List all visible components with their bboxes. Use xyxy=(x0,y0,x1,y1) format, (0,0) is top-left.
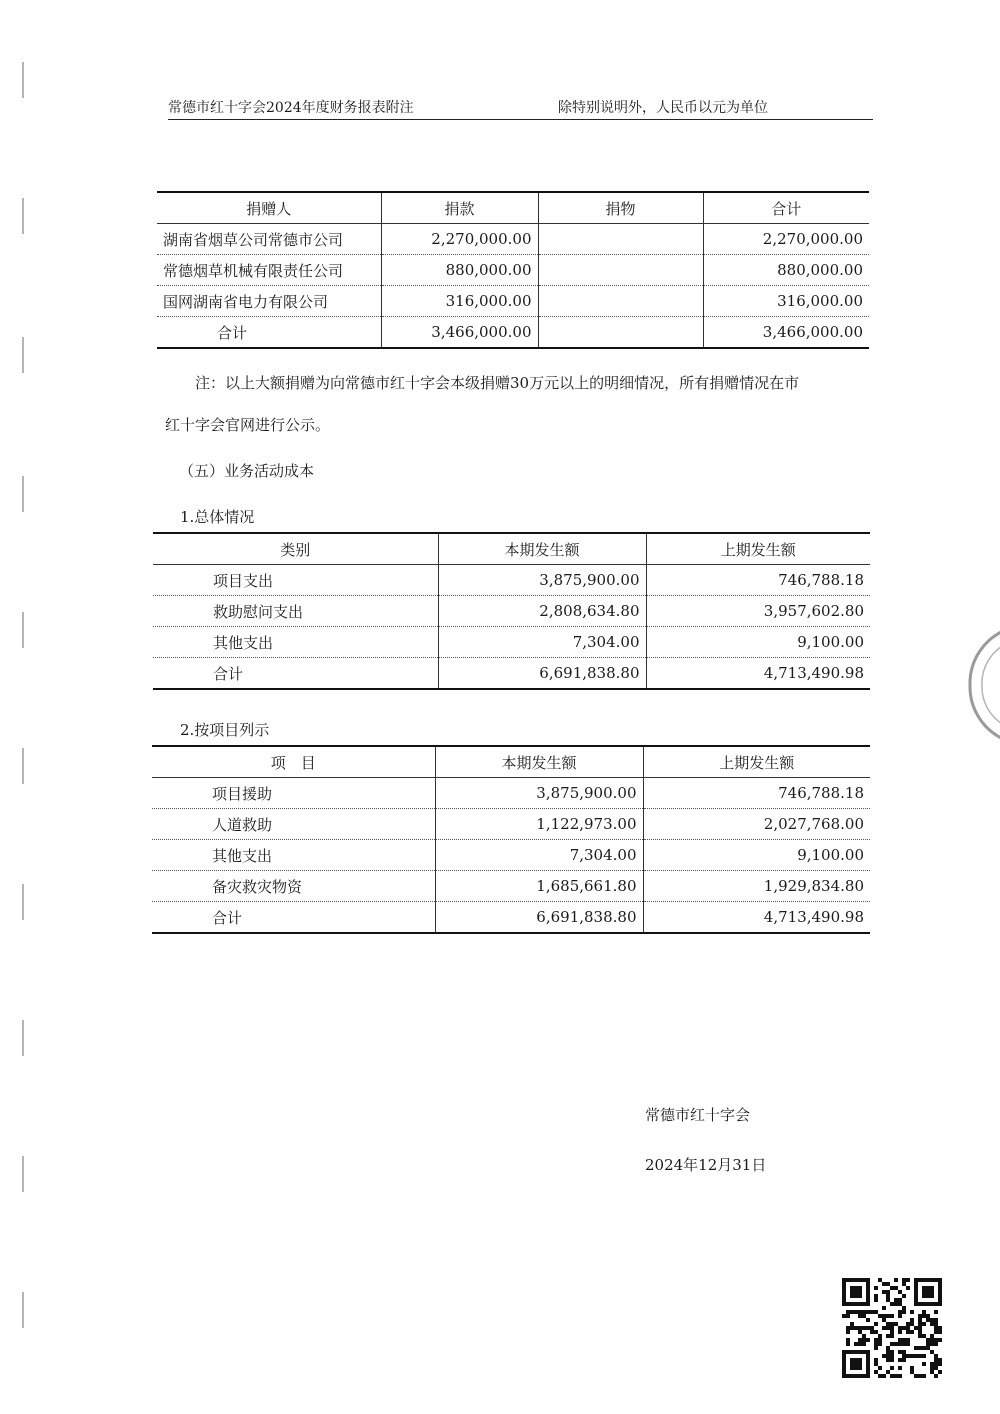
binding-mark xyxy=(22,62,34,98)
goods-cell xyxy=(538,255,703,286)
current-cell: 7,304.00 xyxy=(438,627,646,658)
column-header: 捐物 xyxy=(538,192,703,224)
project-cell: 备灾救灾物资 xyxy=(152,871,435,902)
table-row xyxy=(157,286,869,317)
table-row xyxy=(152,840,870,871)
table-row xyxy=(152,871,870,902)
note-line-2: 红十字会官网进行公示。 xyxy=(165,416,331,434)
prior-cell: 746,788.18 xyxy=(646,565,870,596)
current-cell: 1,685,661.80 xyxy=(435,871,643,902)
project-cell: 合计 xyxy=(152,902,435,934)
donor-cell: 国网湖南省电力有限公司 xyxy=(157,286,381,317)
qr-code-icon xyxy=(842,1278,942,1378)
header-title: 常德市红十字会2024年度财务报表附注 xyxy=(168,100,414,116)
total-cell: 2,270,000.00 xyxy=(703,224,869,255)
current-cell: 1,122,973.00 xyxy=(435,809,643,840)
binding-mark xyxy=(22,198,34,234)
binding-mark xyxy=(22,1020,34,1056)
category-cell: 合计 xyxy=(153,658,438,690)
category-cell: 救助慰问支出 xyxy=(153,596,438,627)
note-line-1: 注：以上大额捐赠为向常德市红十字会本级捐赠30万元以上的明细情况，所有捐赠情况在市 xyxy=(195,374,800,392)
prior-cell: 746,788.18 xyxy=(643,778,870,809)
column-header: 上期发生额 xyxy=(643,746,870,778)
prior-cell: 4,713,490.98 xyxy=(646,658,870,690)
goods-cell xyxy=(538,317,703,349)
table-header-row xyxy=(157,192,869,224)
binding-mark xyxy=(22,884,34,920)
category-cell: 其他支出 xyxy=(153,627,438,658)
total-cell: 316,000.00 xyxy=(703,286,869,317)
table-row xyxy=(153,596,870,627)
project-cell: 人道救助 xyxy=(152,809,435,840)
column-header: 本期发生额 xyxy=(438,533,646,565)
binding-mark xyxy=(22,337,34,373)
current-cell: 3,875,900.00 xyxy=(438,565,646,596)
prior-cell: 2,027,768.00 xyxy=(643,809,870,840)
table-total-row xyxy=(153,658,870,690)
by-project-title: 2.按项目列示 xyxy=(180,721,270,739)
column-header: 上期发生额 xyxy=(646,533,870,565)
table-header-row xyxy=(153,533,870,565)
prior-cell: 3,957,602.80 xyxy=(646,596,870,627)
table-row xyxy=(157,255,869,286)
column-header: 合计 xyxy=(703,192,869,224)
prior-cell: 1,929,834.80 xyxy=(643,871,870,902)
table-total-row xyxy=(152,902,870,934)
overall-table xyxy=(153,532,870,690)
section-title: （五）业务活动成本 xyxy=(179,462,315,480)
column-header: 项 目 xyxy=(152,746,435,778)
signature-org: 常德市红十字会 xyxy=(645,1106,751,1124)
signature-date: 2024年12月31日 xyxy=(645,1156,767,1174)
table-row xyxy=(157,224,869,255)
binding-mark xyxy=(22,1156,34,1192)
header-unit-note: 除特别说明外，人民币以元为单位 xyxy=(558,100,768,116)
current-cell: 2,808,634.80 xyxy=(438,596,646,627)
seal-stamp-fragment xyxy=(968,625,1000,745)
binding-mark xyxy=(22,612,34,648)
current-cell: 7,304.00 xyxy=(435,840,643,871)
by-project-table xyxy=(152,745,870,934)
goods-cell xyxy=(538,224,703,255)
table-header-row xyxy=(152,746,870,778)
donor-cell: 常德烟草机械有限责任公司 xyxy=(157,255,381,286)
table-total-row xyxy=(157,317,869,349)
donor-cell: 合计 xyxy=(157,317,381,349)
table-row xyxy=(153,565,870,596)
column-header: 捐款 xyxy=(381,192,538,224)
current-cell: 3,875,900.00 xyxy=(435,778,643,809)
column-header: 本期发生额 xyxy=(435,746,643,778)
cash-cell: 3,466,000.00 xyxy=(381,317,538,349)
current-cell: 6,691,838.80 xyxy=(435,902,643,934)
table-row xyxy=(152,809,870,840)
goods-cell xyxy=(538,286,703,317)
project-cell: 其他支出 xyxy=(152,840,435,871)
page-header xyxy=(168,97,873,120)
total-cell: 3,466,000.00 xyxy=(703,317,869,349)
cash-cell: 316,000.00 xyxy=(381,286,538,317)
current-cell: 6,691,838.80 xyxy=(438,658,646,690)
column-header: 捐赠人 xyxy=(157,192,381,224)
prior-cell: 9,100.00 xyxy=(643,840,870,871)
donor-cell: 湖南省烟草公司常德市公司 xyxy=(157,224,381,255)
table-row xyxy=(153,627,870,658)
binding-mark xyxy=(22,476,34,512)
cash-cell: 2,270,000.00 xyxy=(381,224,538,255)
prior-cell: 9,100.00 xyxy=(646,627,870,658)
donations-table xyxy=(157,191,869,349)
total-cell: 880,000.00 xyxy=(703,255,869,286)
overall-title: 1.总体情况 xyxy=(180,508,255,526)
prior-cell: 4,713,490.98 xyxy=(643,902,870,934)
column-header: 类别 xyxy=(153,533,438,565)
table-row xyxy=(152,778,870,809)
binding-mark xyxy=(22,1292,34,1328)
project-cell: 项目援助 xyxy=(152,778,435,809)
category-cell: 项目支出 xyxy=(153,565,438,596)
cash-cell: 880,000.00 xyxy=(381,255,538,286)
binding-mark xyxy=(22,748,34,784)
